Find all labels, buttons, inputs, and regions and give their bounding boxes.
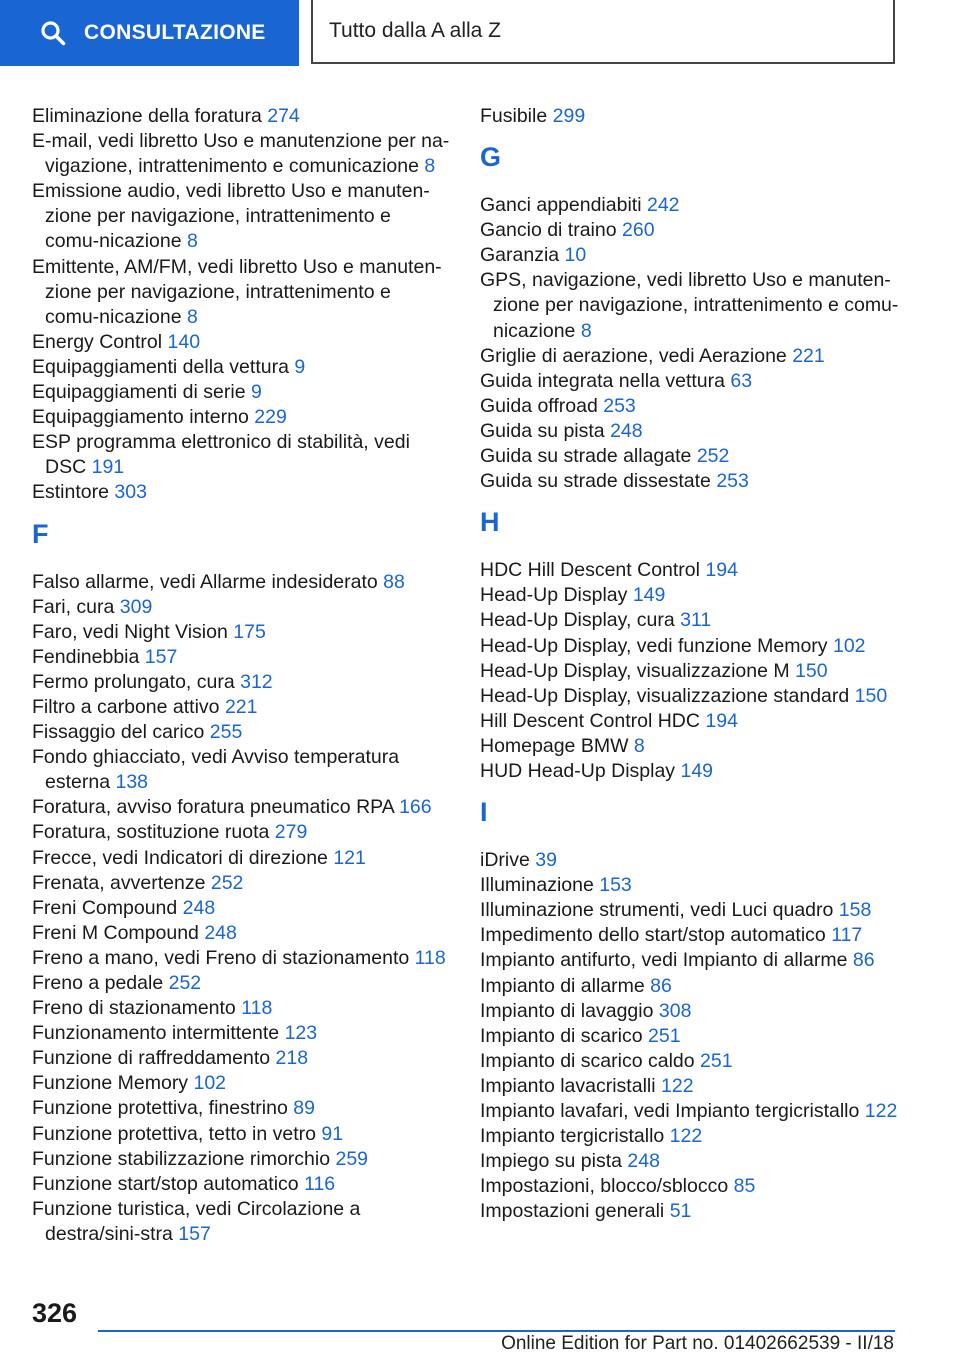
page-reference-link[interactable]: 255 [209,721,243,744]
page-reference-link[interactable]: 138 [115,771,149,794]
index-entry-text: HUD Head-Up Display [480,759,676,782]
index-entry [32,896,450,921]
index-entry-text: Funzione protettiva, tetto in vetro [32,1122,316,1145]
index-entry-text: Funzione protettiva, finestrino [32,1097,288,1120]
page-reference-link[interactable]: 88 [383,570,405,593]
page-reference-link[interactable]: 86 [650,974,672,997]
index-entry [480,1124,900,1149]
index-entry-text: Impostazioni, blocco/sblocco [480,1175,729,1198]
consultazione-label: CONSULTAZIONE [84,21,266,44]
edition-note: Online Edition for Part no. 01402662539 - II/18 [501,1333,894,1354]
page-reference-link[interactable]: 279 [274,821,308,844]
index-entry-text: Head-Up Display [480,584,628,607]
page-reference-link[interactable]: 194 [705,709,738,732]
page-reference-link[interactable]: 311 [680,609,712,632]
index-entry [480,659,900,684]
page-reference-link[interactable]: 175 [233,620,266,643]
index-entry [32,405,450,430]
page-reference-link[interactable]: 122 [864,1100,898,1122]
index-entry [480,923,900,948]
index-entry-text: ESP programma elettronico di stabilità, vedi DSC [32,431,410,479]
index-entry [32,330,450,355]
footer-divider [98,1330,895,1332]
page-reference-link[interactable]: 102 [832,634,866,657]
page-reference-link[interactable]: 251 [700,1049,733,1072]
index-entry [480,583,900,608]
index-entry [32,946,450,971]
index-entry [480,734,900,759]
index-entry [32,645,450,670]
index-entry [480,558,900,583]
page-reference-link[interactable]: 122 [669,1125,703,1148]
section-letter: G [480,142,502,173]
index-entry-text: Hill Descent Control HDC [480,709,700,732]
index-entry-text: Fari, cura [32,595,115,618]
page-reference-link[interactable]: 242 [646,194,680,217]
index-entry-text: Estintore [32,481,109,504]
index-entry [480,369,900,394]
index-entry [32,255,450,330]
consultazione-tab[interactable] [0,0,299,66]
index-entry [480,873,900,898]
index-entry-text: Homepage BMW [480,734,629,757]
index-entry [32,695,450,720]
index-column-right [480,104,900,1224]
page-reference-link[interactable]: 299 [552,105,586,127]
page-reference-link[interactable]: 8 [424,155,436,178]
index-entry-text: Garanzia [480,244,560,267]
index-entry-text: Funzione stabilizzazione rimorchio [32,1147,331,1170]
page-reference-link[interactable]: 158 [838,899,872,922]
index-entry-text: Emittente, AM/FM, vedi libretto Uso e manuten-zione per navigazione, intrattenimento e comu-nicazione [32,255,442,328]
index-entry-text: Guida integrata nella vettura [480,369,725,392]
page-reference-link[interactable]: 91 [321,1122,344,1145]
index-entry-text: Gancio di traino [480,219,617,242]
index-entry-text: Griglie di aerazione, vedi Aerazione [480,344,787,367]
index-entry [32,1021,450,1046]
index-entry [480,848,900,873]
index-entry [32,480,450,505]
index-entry-text: Emissione audio, vedi libretto Uso e manuten-zione per navigazione, intrattenimento e comu-nicazione [32,180,430,253]
index-entry-text: Frecce, vedi Indicatori di direzione [32,846,328,869]
page-reference-link[interactable]: 312 [240,670,273,693]
index-entry [32,570,450,595]
page-reference-link[interactable]: 39 [535,849,557,872]
page-reference-link[interactable]: 8 [633,734,645,757]
page-reference-link[interactable]: 309 [119,595,153,618]
page-reference-link[interactable]: 118 [414,946,446,969]
index-entry-text: iDrive [480,849,530,872]
index-entry [480,759,900,784]
page-reference-link[interactable]: 8 [187,230,198,253]
index-entry-text: Funzione di raffreddamento [32,1047,271,1070]
page-reference-link[interactable]: 248 [627,1150,660,1173]
index-entry [480,104,900,129]
page-reference-link[interactable]: 8 [580,319,592,342]
index-entry [480,394,900,419]
index-entry-text: Foratura, avviso foratura pneumatico RPA [32,796,394,819]
page-reference-link[interactable]: 123 [284,1022,318,1045]
section-letter: H [480,507,500,538]
index-entry-text: Guida su strade allagate [480,445,692,468]
index-entry-text: GPS, navigazione, vedi libretto Uso e manuten-zione per navigazione, intrattenimento e comu-nicazione [480,269,899,342]
page-number: 326 [32,1298,78,1328]
search-icon [40,20,66,46]
page-reference-link[interactable]: 221 [224,695,258,718]
page-reference-link[interactable]: 218 [275,1047,309,1070]
page-reference-link[interactable]: 89 [293,1097,315,1120]
page-reference-link[interactable]: 85 [733,1175,756,1198]
index-entry [480,1074,900,1099]
page-reference-link[interactable]: 251 [648,1024,681,1047]
page-reference-link[interactable]: 248 [182,896,216,919]
index-entry-text: Ganci appendiabiti [480,194,642,217]
index-entry [32,846,450,871]
page-reference-link[interactable]: 9 [250,381,262,404]
index-entry-text: Fissaggio del carico [32,721,205,744]
index-entry [480,444,900,469]
index-entry [480,419,900,444]
index-entry [480,344,900,369]
index-entry [32,620,450,645]
index-entry-text: Illuminazione strumenti, vedi Luci quadro [480,899,834,922]
index-entry [32,745,450,795]
page-reference-link[interactable]: 102 [193,1072,227,1095]
index-entry [32,1197,450,1247]
index-entry [480,709,900,734]
index-entry [480,1149,900,1174]
index-entry-text: Equipaggiamenti di serie [32,381,246,404]
index-entry-text: Impianto antifurto, vedi Impianto di allarme [480,949,848,972]
index-entry-text: HDC Hill Descent Control [480,559,700,582]
index-entry-text: Frenata, avvertenze [32,871,206,894]
index-entry-text: Impianto tergicristallo [480,1125,665,1148]
index-entry [32,921,450,946]
index-entry [480,268,900,343]
index-entry-text: Falso allarme, vedi Allarme indesiderato [32,570,378,593]
index-entry [32,430,450,480]
index-entry [480,898,900,923]
index-entry [480,1024,900,1049]
index-entry-text: Impianto lavafari, vedi Impianto tergicristallo [480,1100,860,1122]
index-entry-text: Eliminazione della foratura [32,105,262,127]
index-entry [480,1049,900,1074]
index-entry [32,179,450,254]
page-reference-link[interactable]: 9 [294,355,306,378]
index-entry [32,795,450,820]
index-entry [32,1122,450,1147]
index-entry-text: Fermo prolungato, cura [32,670,235,693]
index-entry [480,999,900,1024]
index-entry [32,595,450,620]
page-reference-link[interactable]: 194 [705,559,738,582]
section-letter: F [32,518,49,549]
page-reference-link[interactable]: 8 [187,305,198,328]
index-entry [32,104,450,129]
index-entry [480,1199,900,1224]
index-entry-text: Impiego su pista [480,1150,622,1173]
index-entry-text: Freno di stazionamento [32,997,236,1020]
index-entry-text: Guida su strade dissestate [480,470,711,493]
page-reference-link[interactable]: 229 [254,406,287,429]
page-reference-link[interactable]: 253 [716,470,749,493]
index-entry-text: Impianto di lavaggio [480,999,654,1022]
page-reference-link[interactable]: 122 [661,1074,694,1097]
page-reference-link[interactable]: 86 [852,949,875,972]
index-entry [32,1147,450,1172]
index-entry-text: Freni M Compound [32,921,199,944]
page-reference-link[interactable]: 308 [658,999,692,1022]
index-entry-text: Impedimento dello start/stop automatico [480,924,826,947]
index-entry [480,974,900,999]
page-reference-link[interactable]: 116 [304,1172,336,1195]
index-entry-text: Equipaggiamenti della vettura [32,355,289,378]
index-entry [32,720,450,745]
index-entry [32,1071,450,1096]
page-reference-link[interactable]: 149 [632,584,666,607]
index-entry-text: Filtro a carbone attivo [32,695,220,718]
page-reference-link[interactable]: 63 [730,369,753,392]
page-reference-link[interactable]: 121 [333,846,366,869]
index-entry-text: Head-Up Display, vedi funzione Memory [480,634,828,657]
page-reference-link[interactable]: 252 [696,445,730,468]
index-entry [480,634,900,659]
index-entry-text: Impianto di scarico [480,1024,643,1047]
index-entry-text: Head-Up Display, visualizzazione standard [480,684,850,707]
index-entry [480,948,900,973]
index-entry [32,670,450,695]
section-label: Tutto dalla A alla Z [329,19,501,42]
index-entry-text: Freni Compound [32,896,178,919]
page-reference-link[interactable]: 157 [144,645,178,668]
index-entry [480,243,900,268]
page-reference-link[interactable]: 252 [168,972,202,994]
index-entry-text: Illuminazione [480,874,594,897]
page-reference-link[interactable]: 117 [831,924,863,947]
index-entry-text: Freno a mano, vedi Freno di stazionamento [32,946,410,969]
index-entry-text: Head-Up Display, visualizzazione M [480,659,790,682]
index-entry-text: Energy Control [32,330,163,353]
index-entry-text: Head-Up Display, cura [480,609,675,632]
page-reference-link[interactable]: 191 [91,456,125,479]
index-entry-text: Funzionamento intermittente [32,1022,280,1045]
index-entry [480,608,900,633]
index-entry-text: Impianto di allarme [480,974,645,997]
index-entry [32,820,450,845]
page-reference-link[interactable]: 118 [241,997,273,1020]
page-reference-link[interactable]: 253 [603,394,636,417]
index-entry [32,871,450,896]
index-entry-text: Fondo ghiacciato, vedi Avviso temperatura esterna [32,746,400,794]
section-tab[interactable] [311,0,895,64]
index-entry-text: Faro, vedi Night Vision [32,620,228,643]
index-entry-text: Guida offroad [480,394,598,417]
index-column-left [32,104,450,1247]
index-entry-text: Freno a pedale [32,972,164,994]
index-entry-text: Funzione start/stop automatico [32,1172,299,1195]
index-entry [32,380,450,405]
index-entry [32,1096,450,1121]
index-entry [480,218,900,243]
index-entry-text: Funzione Memory [32,1072,189,1095]
index-entry-text: Impianto di scarico caldo [480,1049,695,1072]
index-entry [480,1174,900,1199]
page-reference-link[interactable]: 303 [114,481,147,504]
index-entry-text: Fendinebbia [32,645,140,668]
index-entry [32,355,450,380]
index-entry [32,1046,450,1071]
page-reference-link[interactable]: 274 [267,105,300,127]
page-header [0,0,960,66]
page-reference-link[interactable]: 150 [854,684,888,707]
page-reference-link[interactable]: 166 [399,796,432,819]
page-reference-link[interactable]: 248 [204,921,237,944]
index-entry [480,193,900,218]
page-reference-link[interactable]: 10 [564,244,587,267]
index-entry-text: E-mail, vedi libretto Uso e manutenzione per na-vigazione, intrattenimento e comunicazione [32,130,450,178]
index-entry [32,129,450,179]
index-entry [32,971,450,996]
page-reference-link[interactable]: 221 [792,344,825,367]
page-reference-link[interactable]: 260 [622,219,655,242]
index-entry [480,1099,900,1124]
page-reference-link[interactable]: 248 [610,419,643,442]
page-reference-link[interactable]: 259 [335,1147,369,1170]
index-entry [32,1172,450,1197]
page-reference-link[interactable]: 157 [178,1222,211,1245]
index-entry [480,469,900,494]
index-entry-text: Impostazioni generali [480,1200,665,1223]
index-entry [32,996,450,1021]
page-reference-link[interactable]: 51 [669,1200,692,1223]
page-reference-link[interactable]: 140 [167,330,201,353]
index-entry-text: Guida su pista [480,419,605,442]
index-entry-text: Funzione turistica, vedi Circolazione a destra/sini-stra [32,1197,361,1245]
page-reference-link[interactable]: 150 [795,659,828,682]
index-entry-text: Fusibile [480,105,548,127]
page-reference-link[interactable]: 153 [599,874,632,897]
index-entry [480,684,900,709]
page-reference-link[interactable]: 149 [680,759,714,782]
index-entry-text: Impianto lavacristalli [480,1074,656,1097]
index-entry-text: Foratura, sostituzione ruota [32,821,270,844]
page-reference-link[interactable]: 252 [210,871,244,894]
section-letter: I [480,797,488,828]
index-entry-text: Equipaggiamento interno [32,406,249,429]
